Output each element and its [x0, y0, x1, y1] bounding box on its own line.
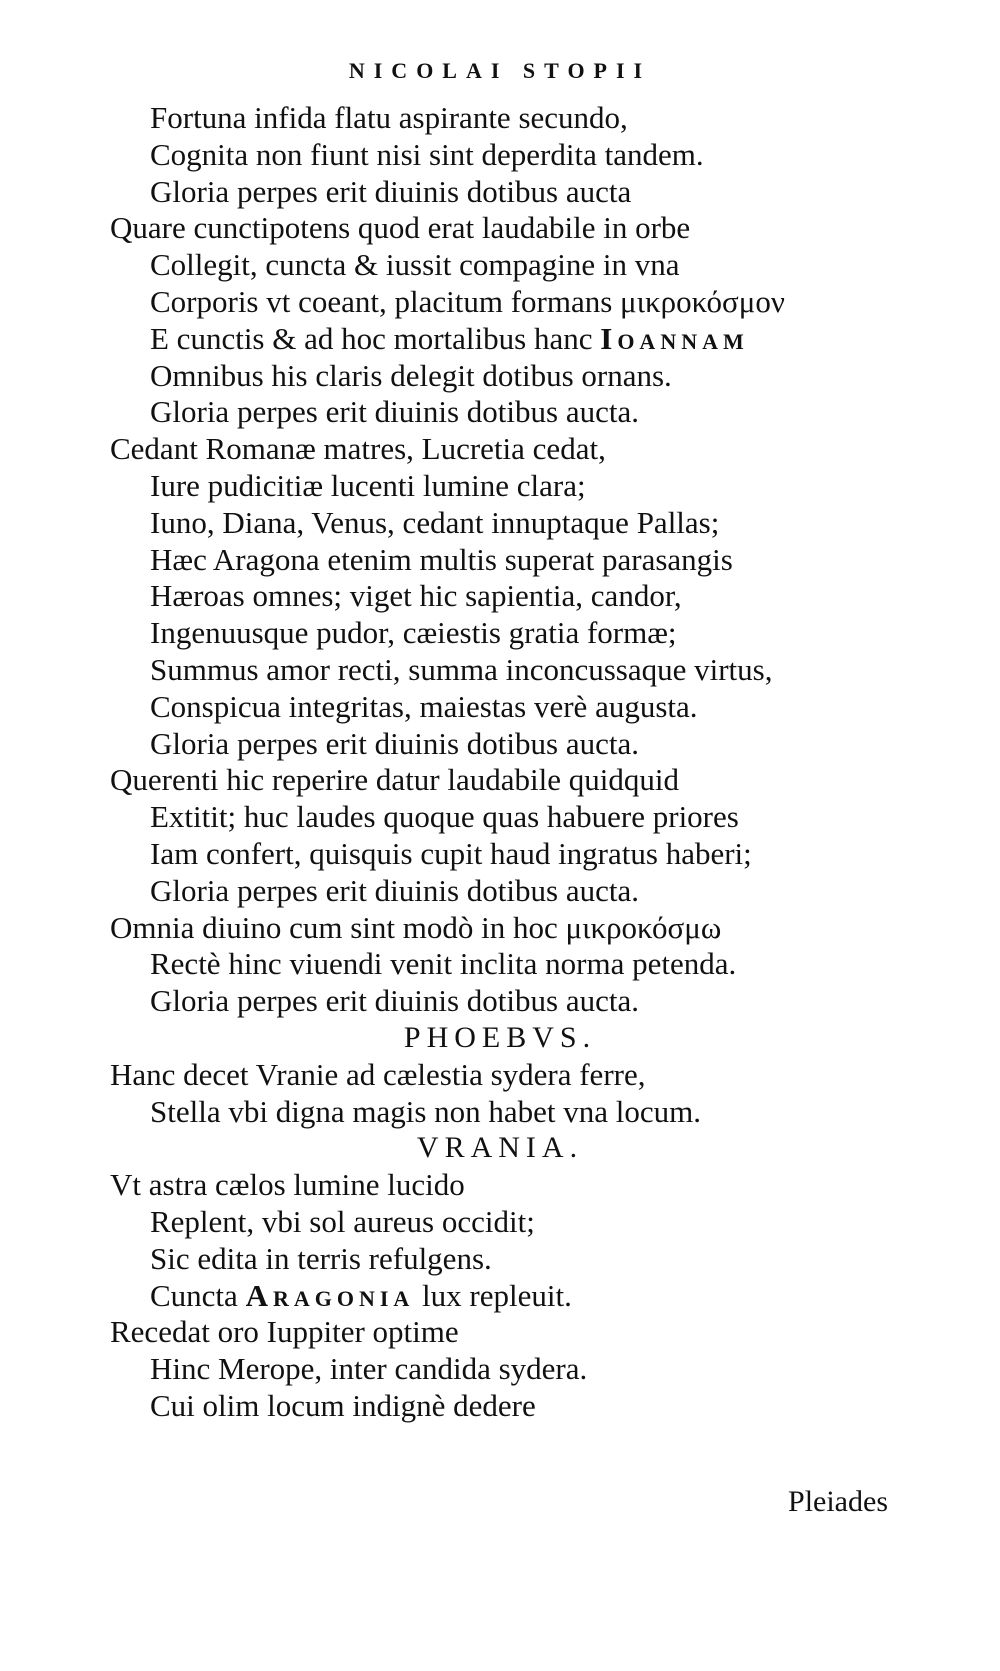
verse-line	[0, 1057, 1000, 1094]
proper-name-smallcaps: Aragonia	[245, 1277, 415, 1313]
verse-text: Omnia diuino cum sint modò in hoc μικροκόσμω	[110, 909, 722, 945]
verse-text: Gloria perpes erit diuinis dotibus aucta.	[150, 983, 639, 1019]
verse-line	[0, 431, 1000, 468]
verse-line	[0, 615, 1000, 652]
verse-text: Corporis vt coeant, placitum formans μικροκόσμον	[150, 283, 785, 319]
verse-text: VRANIA.	[416, 1131, 584, 1165]
verse-text: Gloria perpes erit diuinis dotibus aucta.	[150, 394, 639, 430]
verse-line	[0, 762, 1000, 799]
verse-text: E cunctis & ad hoc mortalibus hanc	[150, 320, 601, 356]
verse-line	[0, 358, 1000, 395]
verse-line	[0, 284, 1000, 321]
verse-line	[0, 1167, 1000, 1204]
verse-text: PHOEBVS.	[403, 1020, 597, 1054]
verse-line	[0, 1204, 1000, 1241]
verse-text: Hæc Aragona etenim multis superat parasangis	[150, 541, 733, 577]
verse-line	[0, 799, 1000, 836]
verse-line	[0, 652, 1000, 689]
verse-text: Gloria perpes erit diuinis dotibus aucta	[150, 173, 632, 209]
verse-text: Omnibus his claris delegit dotibus ornans.	[150, 357, 672, 393]
verse-line	[0, 174, 1000, 211]
verse-text: Cognita non fiunt nisi sint deperdita tandem.	[150, 136, 704, 172]
verse-text: Stella vbi digna magis non habet vna locum.	[150, 1093, 702, 1129]
running-head: NICOLAI STOPII	[348, 58, 652, 83]
verse-text: Recedat oro Iuppiter optime	[110, 1314, 459, 1350]
verse-text: Conspicua integritas, maiestas verè augusta.	[150, 688, 698, 724]
verse-text: Quare cunctipotens quod erat laudabile in orbe	[110, 210, 691, 246]
catchword: Pleiades	[788, 1485, 888, 1518]
verse-text: Cuncta	[150, 1277, 246, 1313]
verse-text: Vt astra cælos lumine lucido	[110, 1167, 465, 1203]
verse-text: Gloria perpes erit diuinis dotibus aucta.	[150, 872, 639, 908]
verse-line	[0, 689, 1000, 726]
proper-name-smallcaps: Ioannam	[600, 320, 749, 356]
verse-text: Querenti hic reperire datur laudabile quidquid	[110, 762, 679, 798]
verse-line	[0, 873, 1000, 910]
verse-line	[0, 726, 1000, 763]
verse-line	[0, 210, 1000, 247]
verse-line	[0, 946, 1000, 983]
verse-line	[0, 983, 1000, 1020]
verse-text: Gloria perpes erit diuinis dotibus aucta.	[150, 725, 639, 761]
verse-line	[0, 394, 1000, 431]
poem-text	[0, 100, 1000, 1425]
verse-line	[0, 1278, 1000, 1315]
verse-line	[0, 1351, 1000, 1388]
verse-line	[0, 1388, 1000, 1425]
verse-line	[0, 542, 1000, 579]
verse-line	[0, 1241, 1000, 1278]
verse-text: Sic edita in terris refulgens.	[150, 1240, 492, 1276]
verse-line	[0, 578, 1000, 615]
verse-text: Summus amor recti, summa inconcussaque virtus,	[150, 651, 773, 687]
verse-text: Iuno, Diana, Venus, cedant innuptaque Pallas;	[150, 504, 720, 540]
verse-line	[0, 1314, 1000, 1351]
verse-line	[0, 137, 1000, 174]
verse-text: Hanc decet Vranie ad cælestia sydera ferre,	[110, 1056, 646, 1092]
verse-text: Collegit, cuncta & iussit compagine in vna	[150, 247, 680, 283]
verse-line	[0, 247, 1000, 284]
verse-text: Replent, vbi sol aureus occidit;	[150, 1203, 535, 1239]
verse-line	[0, 468, 1000, 505]
verse-text: Cedant Romanæ matres, Lucretia cedat,	[110, 431, 606, 467]
section-speaker-heading	[0, 1130, 1000, 1167]
verse-line	[0, 910, 1000, 947]
verse-text: Iam confert, quisquis cupit haud ingratus haberi;	[150, 835, 752, 871]
verse-text: Iure pudicitiæ lucenti lumine clara;	[150, 467, 586, 503]
section-speaker-heading	[0, 1020, 1000, 1057]
verse-line	[0, 836, 1000, 873]
verse-line	[0, 321, 1000, 358]
verse-text: Rectè hinc viuendi venit inclita norma petenda.	[150, 946, 737, 982]
verse-text: Cui olim locum indignè dedere	[150, 1387, 536, 1423]
verse-text-after: lux repleuit.	[414, 1277, 572, 1313]
verse-line	[0, 100, 1000, 137]
verse-line	[0, 505, 1000, 542]
verse-line	[0, 1094, 1000, 1131]
verse-text: Extitit; huc laudes quoque quas habuere priores	[150, 799, 739, 835]
verse-text: Hinc Merope, inter candida sydera.	[150, 1351, 588, 1387]
verse-text: Hæroas omnes; viget hic sapientia, candor,	[150, 578, 682, 614]
verse-text: Fortuna infida flatu aspirante secundo,	[150, 100, 628, 135]
verse-text: Ingenuusque pudor, cæiestis gratia formæ;	[150, 615, 677, 651]
